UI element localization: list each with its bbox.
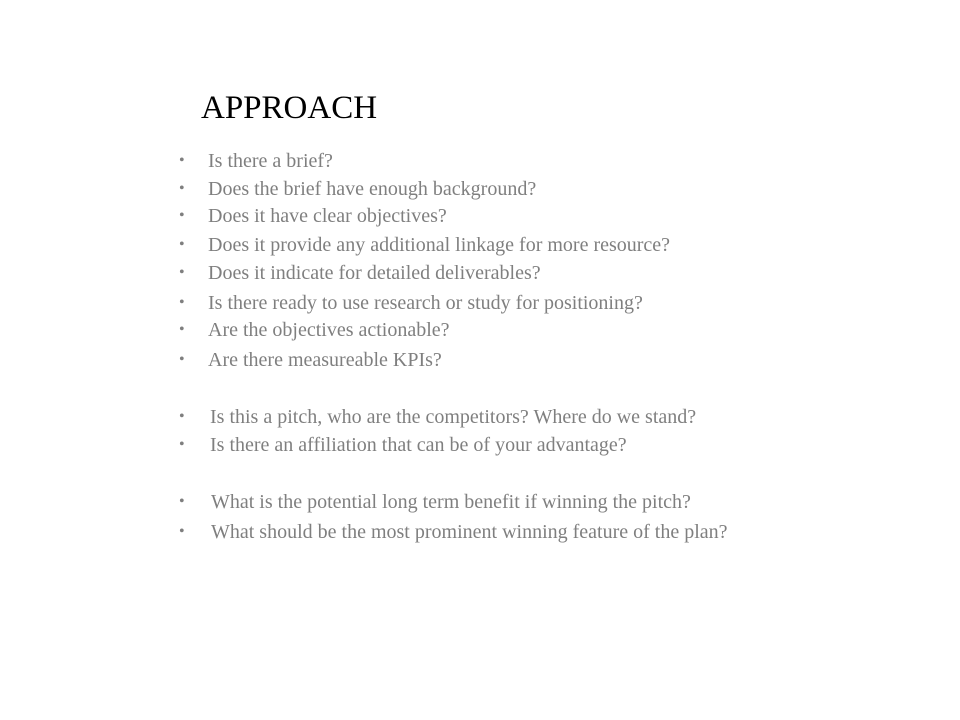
bullet-icon: • — [179, 207, 185, 224]
bullet-icon: • — [179, 236, 185, 253]
list-item-text: Is there a brief? — [208, 150, 333, 172]
list-item-text: Is there ready to use research or study for positioning? — [208, 292, 643, 314]
bullet-icon: • — [179, 493, 185, 510]
list-item-text: What is the potential long term benefit if winning the pitch? — [211, 491, 691, 513]
bullet-icon: • — [179, 436, 185, 453]
bullet-icon: • — [179, 408, 185, 425]
bullet-icon: • — [179, 351, 185, 368]
list-item-text: Does it have clear objectives? — [208, 205, 447, 227]
list-item-text: Does it indicate for detailed deliverables? — [208, 262, 541, 284]
slide-title: APPROACH — [201, 90, 378, 126]
bullet-icon: • — [179, 523, 185, 540]
list-item-text: Does the brief have enough background? — [208, 178, 537, 200]
bullet-icon: • — [179, 294, 185, 311]
list-item-text: Are the objectives actionable? — [208, 319, 450, 341]
bullet-icon: • — [179, 152, 185, 169]
bullet-icon: • — [179, 180, 185, 197]
list-item-text: Is this a pitch, who are the competitors? Where do we stand? — [210, 406, 697, 428]
bullet-icon: • — [179, 321, 185, 338]
list-item-text: Is there an affiliation that can be of your advantage? — [210, 434, 627, 456]
bullet-icon: • — [179, 264, 185, 281]
list-item-text: Does it provide any additional linkage for more resource? — [208, 234, 671, 256]
list-item-text: Are there measureable KPIs? — [208, 349, 442, 371]
list-item-text: What should be the most prominent winning feature of the plan? — [211, 521, 728, 543]
